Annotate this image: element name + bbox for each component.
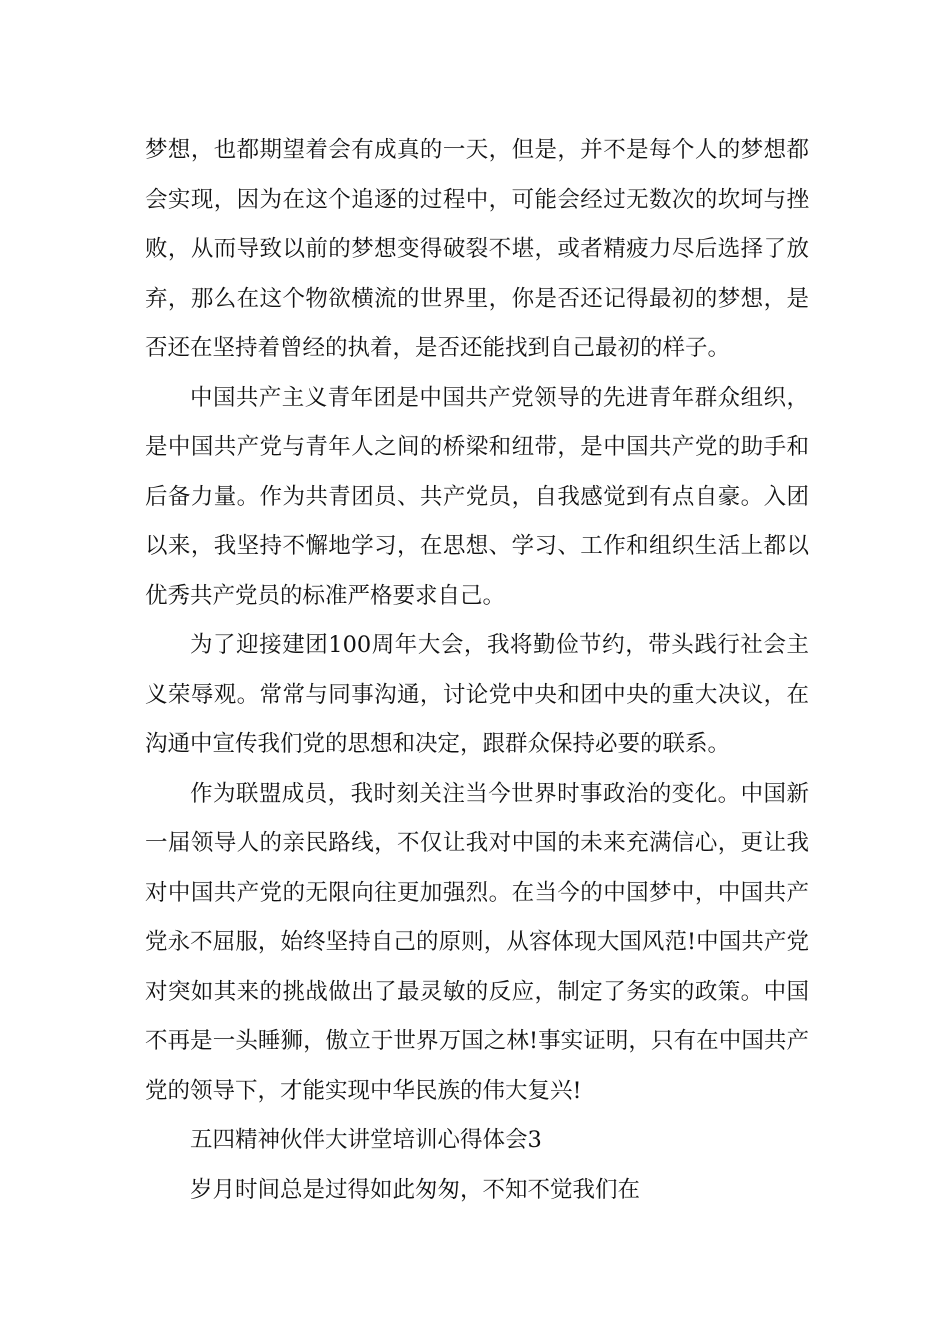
document-body (145, 126, 809, 1215)
paragraph-time-passes: 岁月时间总是过得如此匆匆，不知不觉我们在 (190, 1176, 641, 1203)
section-heading: 五四精神伙伴大讲堂培训心得体会3 (190, 1127, 542, 1153)
paragraph-league-member: 作为联盟成员，我时刻关注当今世界时事政治的变化。中国新一届领导人的亲民路线，不仅让我对中国的未来充满信心，更让我对中国共产党的无限向往更加强烈。在当今的中国梦中，中国共产党永不屈服，始终坚持自己的原则，从容体现大国风范!中国共产党对突如其来的挑战做出了最灵敏的反应，制定了务实的政策。中国不再是一头睡狮，傲立于世界万国之林!事实证明，只有在中国共产党的领导下，才能实现中华民族的伟大复兴! (145, 780, 809, 1104)
paragraph-youth-league: 中国共产主义青年团是中国共产党领导的先进青年群众组织，是中国共产党与青年人之间的桥梁和纽带，是中国共产党的助手和后备力量。作为共青团员、共产党员，自我感觉到有点自豪。入团以来，我坚持不懈地学习，在思想、学习、工作和组织生活上都以优秀共产党员的标准严格要求自己。 (145, 384, 809, 609)
paragraph-anniversary: 为了迎接建团100周年大会，我将勤俭节约，带头践行社会主义荣辱观。常常与同事沟通，讨论党中央和团中央的重大决议，在沟通中宣传我们党的思想和决定，跟群众保持必要的联系。 (145, 632, 809, 757)
paragraph-continued-dream: 梦想，也都期望着会有成真的一天，但是，并不是每个人的梦想都会实现，因为在这个追逐的过程中，可能会经过无数次的坎坷与挫败，从而导致以前的梦想变得破裂不堪，或者精疲力尽后选择了放弃，那么在这个物欲横流的世界里，你是否还记得最初的梦想，是否还在坚持着曾经的执着，是否还能找到自己最初的样子。 (145, 137, 809, 361)
